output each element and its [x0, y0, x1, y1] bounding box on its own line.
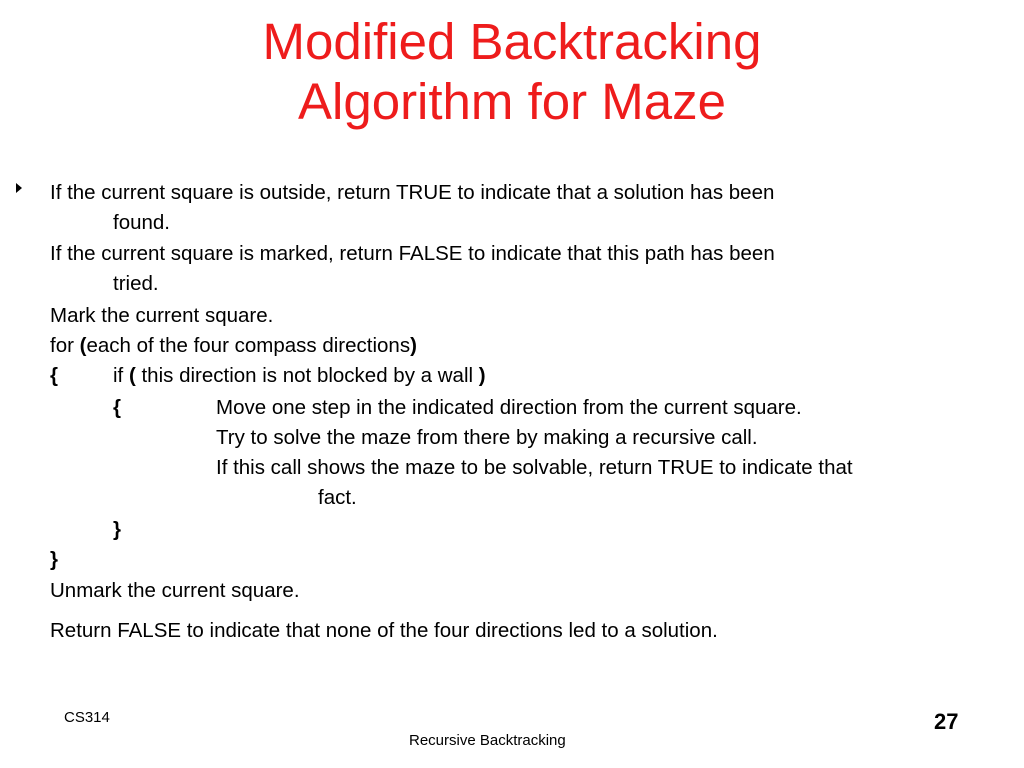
body-line-outside: If the current square is outside, return TRUE to indicate that a solution has been [50, 181, 775, 204]
body-line-if [113, 364, 486, 388]
body-line-for [50, 334, 417, 358]
for-close-paren: ) [410, 334, 417, 357]
for-keyword: for [50, 334, 80, 357]
inner-open-brace: { [113, 396, 121, 419]
if-keyword: if [113, 364, 129, 387]
footer-course: CS314 [64, 709, 110, 726]
body-line-move: Move one step in the indicated direction from the current square. [216, 396, 802, 419]
for-open-paren: ( [79, 334, 87, 357]
body-line-solvable-cont: fact. [318, 486, 357, 509]
outer-open-brace: { [50, 364, 58, 387]
footer-topic: Recursive Backtracking [409, 732, 566, 749]
if-close-paren: ) [478, 364, 486, 387]
outer-close-brace: } [50, 548, 58, 571]
for-text: each of the four compass directions [86, 334, 411, 357]
body-line-unmark: Unmark the current square. [50, 579, 300, 602]
title-line-2: Algorithm for Maze [298, 73, 726, 130]
slide-title [0, 12, 1024, 132]
body-line-recurse: Try to solve the maze from there by making a recursive call. [216, 426, 758, 449]
body-line-solvable: If this call shows the maze to be solvable, return TRUE to indicate that [216, 456, 853, 479]
if-open-paren: ( [128, 364, 136, 387]
title-line-1: Modified Backtracking [262, 13, 762, 70]
page-number: 27 [934, 709, 959, 734]
bullet-arrow-icon [16, 183, 22, 193]
body-line-outside-cont: found. [113, 211, 170, 234]
body-line-marked-cont: tried. [113, 272, 159, 295]
if-text: this direction is not blocked by a wall [135, 364, 479, 387]
body-line-return-false: Return FALSE to indicate that none of the four directions led to a solution. [50, 619, 718, 642]
inner-close-brace: } [113, 518, 121, 541]
body-line-marked: If the current square is marked, return FALSE to indicate that this path has been [50, 242, 775, 265]
body-line-mark: Mark the current square. [50, 304, 274, 327]
